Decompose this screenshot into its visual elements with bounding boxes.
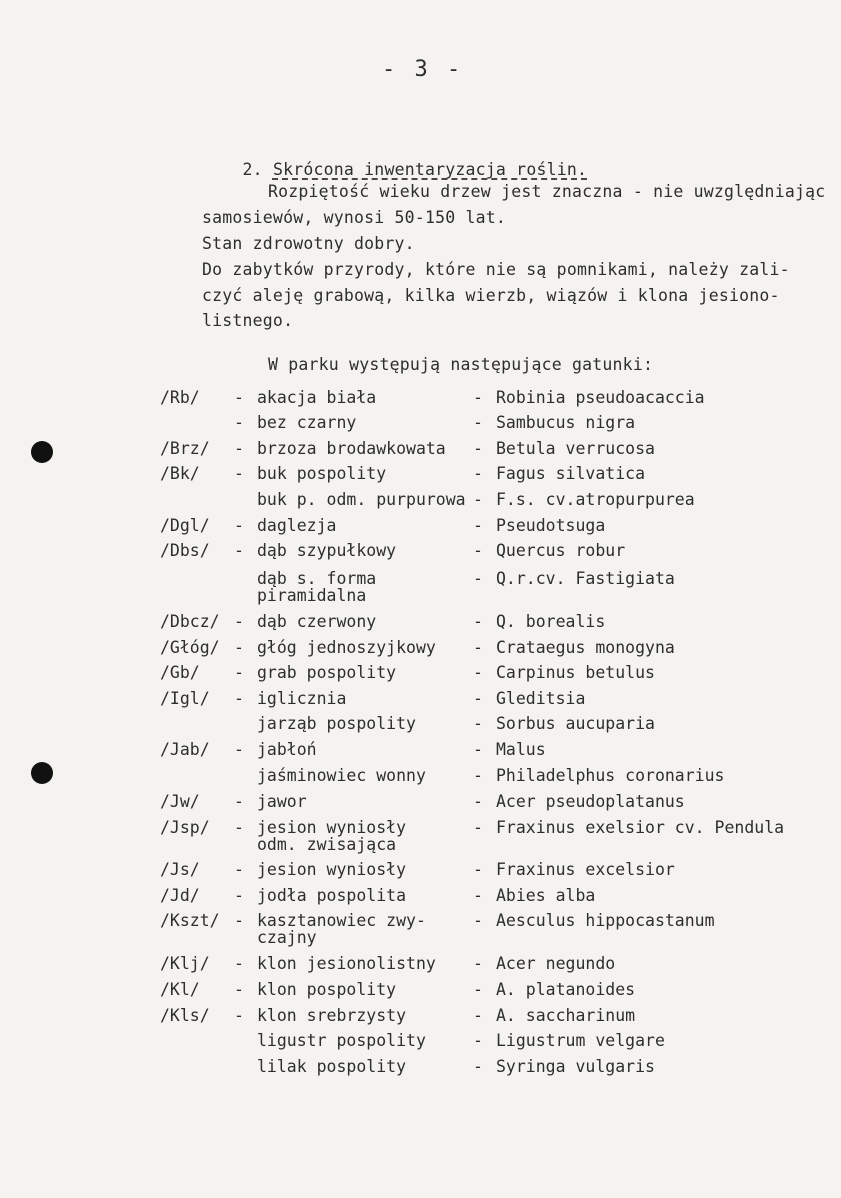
polish-name: klon srebrzysty — [257, 1006, 407, 1025]
paragraph-line: czyć aleję grabową, kilka wierzb, wiązów i klona jesiono- — [202, 286, 780, 305]
species-code: /Kl/ — [160, 980, 200, 999]
dash: - — [473, 740, 483, 759]
latin-name: Fraxinus excelsior — [496, 860, 675, 879]
polish-name: jesion wyniosły — [257, 818, 407, 837]
species-row — [0, 818, 841, 854]
polish-name: lilak pospolity — [257, 1057, 407, 1076]
species-row — [0, 612, 841, 632]
species-intro: W parku występują następujące gatunki: — [268, 355, 654, 374]
dash: - — [234, 954, 244, 973]
species-code: /Klj/ — [160, 954, 210, 973]
latin-name: Sorbus aucuparia — [496, 714, 655, 733]
latin-name: Gleditsia — [496, 689, 586, 708]
dash: - — [234, 860, 244, 879]
polish-name: iglicznia — [257, 689, 347, 708]
latin-name: A. saccharinum — [496, 1006, 636, 1025]
polish-name: jesion wyniosły — [257, 860, 407, 879]
dash: - — [473, 490, 483, 509]
latin-name: Fraxinus exelsior cv. Pendula — [496, 818, 785, 837]
species-code: /Głóg/ — [160, 638, 220, 657]
polish-name: buk pospolity — [257, 464, 387, 483]
dash: - — [473, 569, 483, 588]
latin-name: Crataegus monogyna — [496, 638, 675, 657]
species-code: /Kls/ — [160, 1006, 210, 1025]
species-row — [0, 413, 841, 433]
species-code: /Jab/ — [160, 740, 210, 759]
species-code: /Bk/ — [160, 464, 200, 483]
latin-name: Sambucus nigra — [496, 413, 636, 432]
species-row — [0, 516, 841, 536]
species-row — [0, 954, 841, 974]
dash: - — [473, 689, 483, 708]
species-code: /Dbs/ — [160, 541, 210, 560]
species-row — [0, 490, 841, 510]
dash: - — [234, 388, 244, 407]
polish-name: grab pospolity — [257, 663, 397, 682]
paragraph-line: Rozpiętość wieku drzew jest znaczna - nie uwzględniając — [268, 182, 826, 201]
dash: - — [234, 464, 244, 483]
species-code: /Jw/ — [160, 792, 200, 811]
dash: - — [473, 413, 483, 432]
latin-name: Q. borealis — [496, 612, 606, 631]
species-code: /Brz/ — [160, 439, 210, 458]
species-row — [0, 388, 841, 408]
dash: - — [473, 388, 483, 407]
polish-name: dąb czerwony — [257, 612, 377, 631]
dash: - — [234, 1006, 244, 1025]
dash: - — [473, 714, 483, 733]
species-row — [0, 1057, 841, 1077]
latin-name: Quercus robur — [496, 541, 626, 560]
dash: - — [234, 689, 244, 708]
species-row — [0, 541, 841, 561]
polish-name: daglezja — [257, 516, 337, 535]
species-row — [0, 569, 841, 605]
latin-name: A. platanoides — [496, 980, 636, 999]
polish-name: buk p. odm. purpurowa — [257, 490, 466, 509]
species-row — [0, 663, 841, 683]
polish-name: czajny — [257, 928, 317, 947]
species-code: /Gb/ — [160, 663, 200, 682]
polish-name: jarząb pospolity — [257, 714, 416, 733]
species-row — [0, 689, 841, 709]
dash: - — [473, 1006, 483, 1025]
latin-name: Syringa vulgaris — [496, 1057, 655, 1076]
species-code: /Jd/ — [160, 886, 200, 905]
latin-name: Acer pseudoplatanus — [496, 792, 685, 811]
latin-name: F.s. cv.atropurpurea — [496, 490, 695, 509]
dash: - — [473, 1057, 483, 1076]
latin-name: Q.r.cv. Fastigiata — [496, 569, 675, 588]
dash: - — [234, 413, 244, 432]
dash: - — [234, 818, 244, 837]
dash: - — [473, 638, 483, 657]
section-number: 2. — [242, 160, 263, 179]
dash: - — [473, 612, 483, 631]
dash: - — [234, 439, 244, 458]
dash: - — [234, 792, 244, 811]
polish-name: jaśminowiec wonny — [257, 766, 426, 785]
species-row — [0, 766, 841, 786]
polish-name: jawor — [257, 792, 307, 811]
species-row — [0, 740, 841, 760]
latin-name: Philadelphus coronarius — [496, 766, 725, 785]
species-code: /Igl/ — [160, 689, 210, 708]
latin-name: Ligustrum velgare — [496, 1031, 665, 1050]
section-title: Skrócona inwentaryzacja roślin. — [272, 160, 588, 179]
latin-name: Fagus silvatica — [496, 464, 646, 483]
species-row — [0, 638, 841, 658]
dash: - — [473, 886, 483, 905]
dash: - — [234, 911, 244, 930]
paragraph-line: listnego. — [202, 311, 294, 330]
dash: - — [473, 1031, 483, 1050]
species-code: /Dbcz/ — [160, 612, 220, 631]
species-code: /Js/ — [160, 860, 200, 879]
polish-name: odm. zwisająca — [257, 835, 397, 854]
dash: - — [473, 818, 483, 837]
species-row — [0, 439, 841, 459]
polish-name: jodła pospolita — [257, 886, 407, 905]
dash: - — [473, 766, 483, 785]
polish-name: brzoza brodawkowata — [257, 439, 446, 458]
latin-name: Robinia pseudoacaccia — [496, 388, 705, 407]
dash: - — [473, 911, 483, 930]
latin-name: Carpinus betulus — [496, 663, 655, 682]
species-code: /Jsp/ — [160, 818, 210, 837]
dash: - — [473, 860, 483, 879]
polish-name: jabłoń — [257, 740, 317, 759]
latin-name: Malus — [496, 740, 546, 759]
species-row — [0, 911, 841, 947]
polish-name: akacja biała — [257, 388, 377, 407]
species-row — [0, 886, 841, 906]
dash: - — [473, 464, 483, 483]
latin-name: Pseudotsuga — [496, 516, 606, 535]
polish-name: ligustr pospolity — [257, 1031, 426, 1050]
dash: - — [234, 638, 244, 657]
dash: - — [473, 954, 483, 973]
paragraph-line: samosiewów, wynosi 50-150 lat. — [202, 208, 507, 227]
species-row — [0, 860, 841, 880]
dash: - — [473, 439, 483, 458]
latin-name: Betula verrucosa — [496, 439, 655, 458]
paragraph-line: Do zabytków przyrody, które nie są pomnikami, należy zali- — [202, 260, 790, 279]
species-code: /Kszt/ — [160, 911, 220, 930]
species-row — [0, 980, 841, 1000]
dash: - — [473, 541, 483, 560]
dash: - — [473, 792, 483, 811]
species-row — [0, 714, 841, 734]
polish-name: piramidalna — [257, 586, 367, 605]
species-row — [0, 792, 841, 812]
species-code: /Rb/ — [160, 388, 200, 407]
dash: - — [234, 541, 244, 560]
dash: - — [473, 980, 483, 999]
polish-name: głóg jednoszyjkowy — [257, 638, 436, 657]
dash: - — [234, 886, 244, 905]
dash: - — [234, 740, 244, 759]
species-row — [0, 1031, 841, 1051]
dash: - — [234, 663, 244, 682]
paragraph-line: Stan zdrowotny dobry. — [202, 234, 415, 253]
polish-name: bez czarny — [257, 413, 357, 432]
species-row — [0, 1006, 841, 1026]
dash: - — [234, 980, 244, 999]
polish-name: dąb s. forma — [257, 569, 377, 588]
dash: - — [473, 663, 483, 682]
polish-name: dąb szypułkowy — [257, 541, 397, 560]
polish-name: kasztanowiec zwy- — [257, 911, 426, 930]
dash: - — [234, 516, 244, 535]
page-number: - 3 - — [382, 57, 464, 82]
latin-name: Abies alba — [496, 886, 596, 905]
polish-name: klon pospolity — [257, 980, 397, 999]
latin-name: Acer negundo — [496, 954, 616, 973]
species-row — [0, 464, 841, 484]
latin-name: Aesculus hippocastanum — [496, 911, 715, 930]
dash: - — [234, 612, 244, 631]
dash: - — [473, 516, 483, 535]
species-code: /Dgl/ — [160, 516, 210, 535]
polish-name: klon jesionolistny — [257, 954, 436, 973]
